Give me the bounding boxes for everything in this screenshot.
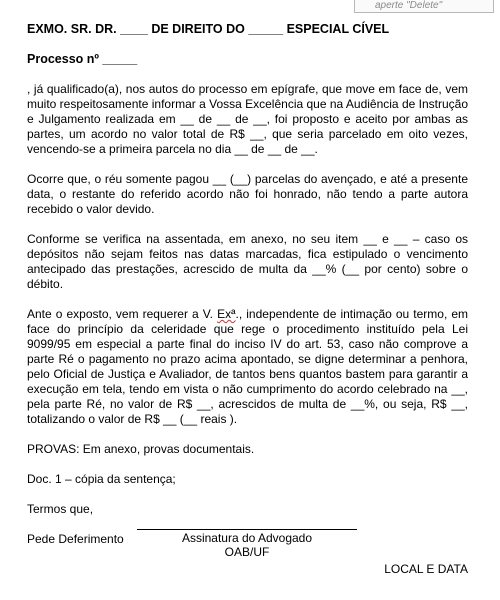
doc1-line: Doc. 1 – cópia da sentença; [27,472,176,486]
termos-line: Termos que, [27,502,94,516]
paragraph-assentada: Conforme se verifica na assentada, em anexo, no seu item __ e __ – caso os depósitos não sejam feitos nas datas marcadas, fica estipulado o vencimento antecipado das prestações, acrescido de multa da __% (__ por cento) sobre o débito. [27,232,468,291]
signature-line [137,529,357,530]
request-text-rest: ., independente de intimação ou termo, em face do princípio da celeridade que rege o procedimento instituído pela Lei 9099/95 em especial a parte final do inciso IV do art. 53, caso não comprove a parte Ré o pagamento no prazo acima apontado, se digne determinar a penhora, pelo Oficial de Justiça e Avaliador, de tantos bens quantos bastem para garantir a execução em tela, tendo em vista o não cumprimento do acordo celebrado na __, pela parte Ré, no valor de R$ __, acrescidos de multa de __%, ou seja, R$ __, totalizando o valor de R$ __ (__ reais ). [27,307,469,426]
provas-line: PROVAS: Em anexo, provas documentais. [27,442,255,456]
paragraph-payment: Ocorre que, o réu somente pagou __ (__) parcelas do avençado, e até a presente data, o restante do referido acordo não foi honrado, não tendo a parte autora recebido o valor devido. [27,172,468,216]
paragraph-request [27,307,468,427]
signature-oab: OAB/UF [224,545,270,559]
spellcheck-word: Exª [217,307,236,321]
delete-hint-tooltip: aperte "Delete" [354,0,494,13]
paragraph-intro: , já qualificado(a), nos autos do processo em epígrafe, que move em face de, vem muito respeitosamente informar a Vossa Excelência que na Audiência de Instrução e Julgamento realizada em __ de __ de __, foi proposto e aceito por ambas as partes, um acordo no valor total de R$ __, que seria parcelado em oito vezes, vencendo-se a primeira parcela no dia __ de __ de __. [27,82,468,156]
document-heading: EXMO. SR. DR. ____ DE DIREITO DO _____ ESPECIAL CÍVEL [27,22,390,36]
local-data: LOCAL E DATA [384,562,468,576]
signature-name: Assinatura do Advogado [181,531,313,545]
pede-deferimento-line: Pede Deferimento [27,532,124,546]
process-number: Processo nº _____ [27,52,138,66]
document-page [27,22,468,577]
request-text-start: Ante o exposto, vem requerer a V. [27,307,218,321]
